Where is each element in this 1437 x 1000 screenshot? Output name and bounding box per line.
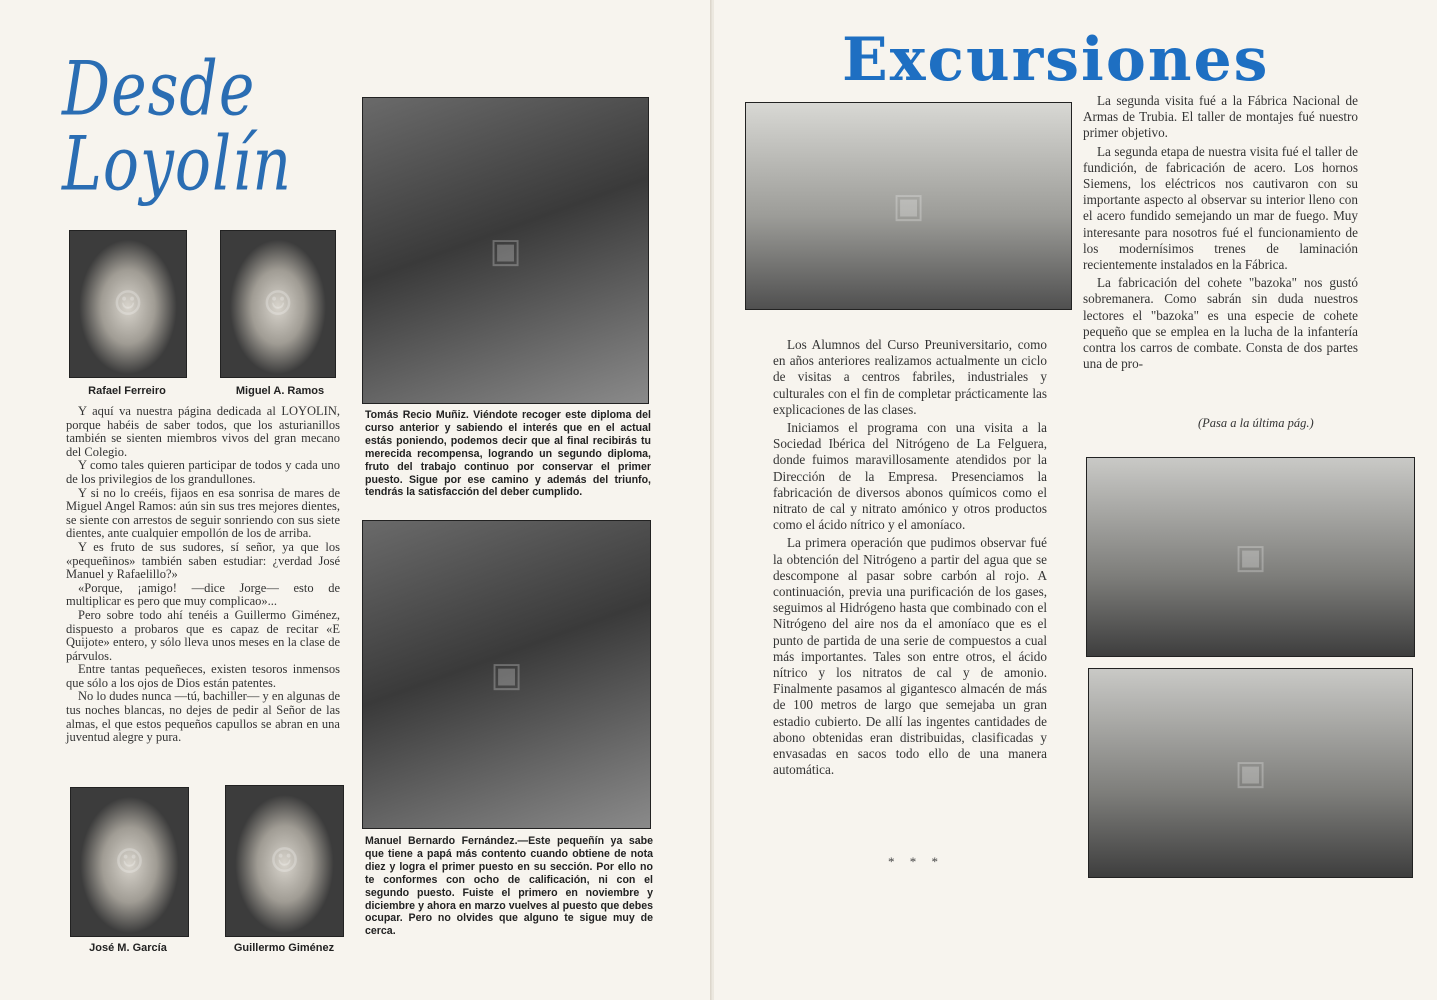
- image-icon: ▣: [892, 186, 925, 226]
- image-icon: ▣: [490, 654, 523, 695]
- intro-text: [773, 337, 1047, 780]
- paragraph: Pero sobre todo ahí tenéis a Guillermo Giménez, dispuesto a probaros que es capaz de recitar «E Quijote» entero, y sólo lleva unos meses en la clase de párvulos.: [66, 607, 340, 663]
- person-icon: ☺: [112, 284, 144, 324]
- portrait-caption: Rafael Ferreiro: [88, 385, 166, 397]
- right-page-title: Excursiones: [842, 25, 1270, 95]
- portrait-photo: [69, 230, 187, 378]
- portrait-photo: [220, 230, 336, 378]
- image-icon: ▣: [489, 230, 522, 271]
- paragraph: La segunda etapa de nuestra visita fué el taller de fundición, de fabricación de acero. Los hornos Siemens, los eléctricos nos cautivaron con su importante aspecto al observar su interior lleno con el acero fundido semejando un mar de fuego. Muy interesante para nosotros fué el funcionamiento de los modernísimos trenes de laminación recientemente instalados en la Fábrica.: [1083, 143, 1358, 273]
- paragraph: Iniciamos el programa con una visita a la Sociedad Ibérica del Nitrógeno de La Felguera, donde fuimos maravillosamente atendidos por la Dirección de la Empresa. Presenciamos la fabricación de diversos abonos químicos como el nitrato de cal y nitrato amónico y otros productos como el ácido nítrico y el amoníaco.: [773, 420, 1047, 533]
- continued-note: (Pasa a la última pág.): [1198, 416, 1314, 430]
- section-separator: * * *: [888, 854, 944, 869]
- classroom-photo: [362, 97, 649, 404]
- left-page-title: Desde Loyolín: [62, 45, 293, 209]
- paragraph: Entre tantas pequeñeces, existen tesoros inmensos que sólo a los ojos de Dios están patentes.: [66, 662, 340, 690]
- photo-caption: Manuel Bernardo Fernández.—Este pequeñín ya sabe que tiene a papá más contento cuando obtiene de nota diez y logra el primer puesto en su sección. Por ello no te conformes con ocho de calificación, ni con el segundo puesto. Fuiste el primero en noviembre y diciembre y ahora en marzo vuelves al puesto que debes ocupar. Pero no olvides que alguno te sigue muy de cerca.: [365, 835, 653, 938]
- image-icon: ▣: [1234, 537, 1267, 577]
- paragraph: No lo dudes nunca —tú, bachiller— y en algunas de tus noches blancas, no dejes de pedir al Señor de las almas, el que estos pequeños capullos se abran en una juventud alegre y pura.: [66, 689, 340, 745]
- portrait-caption: Miguel A. Ramos: [235, 385, 325, 397]
- cannons-photo: [1088, 668, 1413, 878]
- paragraph: Y es fruto de sus sudores, sí señor, ya que los «pequeñinos» también saben estudiar: ¿verdad José Manuel y Rafaelillo?»: [66, 539, 340, 582]
- paragraph: Y si no lo creéis, fijaos en esa sonrisa de mares de Miguel Angel Ramos: aún sin sus tres mejores dientes, se siente con arrestos de seguir sonriendo con sus siete dientes, ante cualquier empollón de los de arriba.: [66, 485, 340, 541]
- portrait-caption: José M. García: [89, 942, 167, 954]
- photo-caption: Tomás Recio Muñiz. Viéndote recoger este diploma del curso anterior y sabiendo el interés que en el actual estás poniendo, podemos decir que al final recibirás tu merecida recompensa, logrando un segundo diploma, fruto del trabajo continuo por conservar el primer puesto. Sigue por ese camino y además del triunfo, tendrás la satisfacción del deber cumplido.: [365, 409, 651, 499]
- paragraph: Y aquí va nuestra página dedicada al LOYOLIN, porque habéis de saber todos, que los asturianillos también se sienten miembros vivos del gran mecano del Colegio.: [66, 404, 340, 459]
- classroom-photo: [362, 520, 651, 829]
- paragraph: Los Alumnos del Curso Preuniversitario, como en años anteriores realizamos actualmente un ciclo de visitas a centros fabriles, industriales y culturales con el fin de completar prácticamente las explicaciones de las clases.: [773, 337, 1047, 417]
- person-icon: ☺: [114, 842, 145, 882]
- paragraph: Y como tales quieren participar de todos y cada uno de los privilegios de los grandullones.: [66, 458, 340, 486]
- image-icon: ▣: [1234, 753, 1267, 793]
- paragraph: La primera operación que pudimos observar fué la obtención del Nitrógeno a partir del agua que se descompone al pasar sobre carbón al rojo. A continuación, previa una purificación de los gases, seguimos al Hidrógeno hasta que combinado con el Nitrógeno del aire nos da el amoníaco que es el punto de partida de una serie de compuestos a cual más importantes. Tales son entre otros, el ácido nítrico y los nitratos de cal y de amonio. Finalmente pasamos al gigantesco almacén de más de 100 metros de largo que semejaba un gran estadio cubierto. De allí las ingentes cantidades de abono obtenidas eran distribuidas, clasificadas y envasadas en sacos todo ello de una manera automática.: [773, 535, 1047, 778]
- left-body-text: [66, 405, 340, 745]
- person-icon: ☺: [269, 841, 300, 881]
- visit-text: [1083, 93, 1358, 374]
- paragraph: La fabricación del cohete "bazoka" nos gustó sobremanera. Como sabrán sin duda nuestros lectores el "bazoka" es una especie de cohete pequeño que se emplea en la lucha de la infantería contra los carros de combate. Consta de dos partes una de pro-: [1083, 275, 1358, 372]
- paragraph: La segunda visita fué a la Fábrica Nacional de Armas de Trubia. El taller de montajes fué nuestro primer objetivo.: [1083, 93, 1358, 141]
- group-photo: [745, 102, 1072, 310]
- person-icon: ☺: [262, 284, 294, 324]
- paragraph: «Porque, ¡amigo! —dice Jorge— esto de multiplicar es pero que muy complicao»...: [66, 580, 340, 609]
- portrait-photo: [225, 785, 344, 937]
- portrait-caption: Guillermo Giménez: [233, 942, 335, 954]
- factory-photo: [1086, 457, 1415, 657]
- portrait-photo: [70, 787, 189, 937]
